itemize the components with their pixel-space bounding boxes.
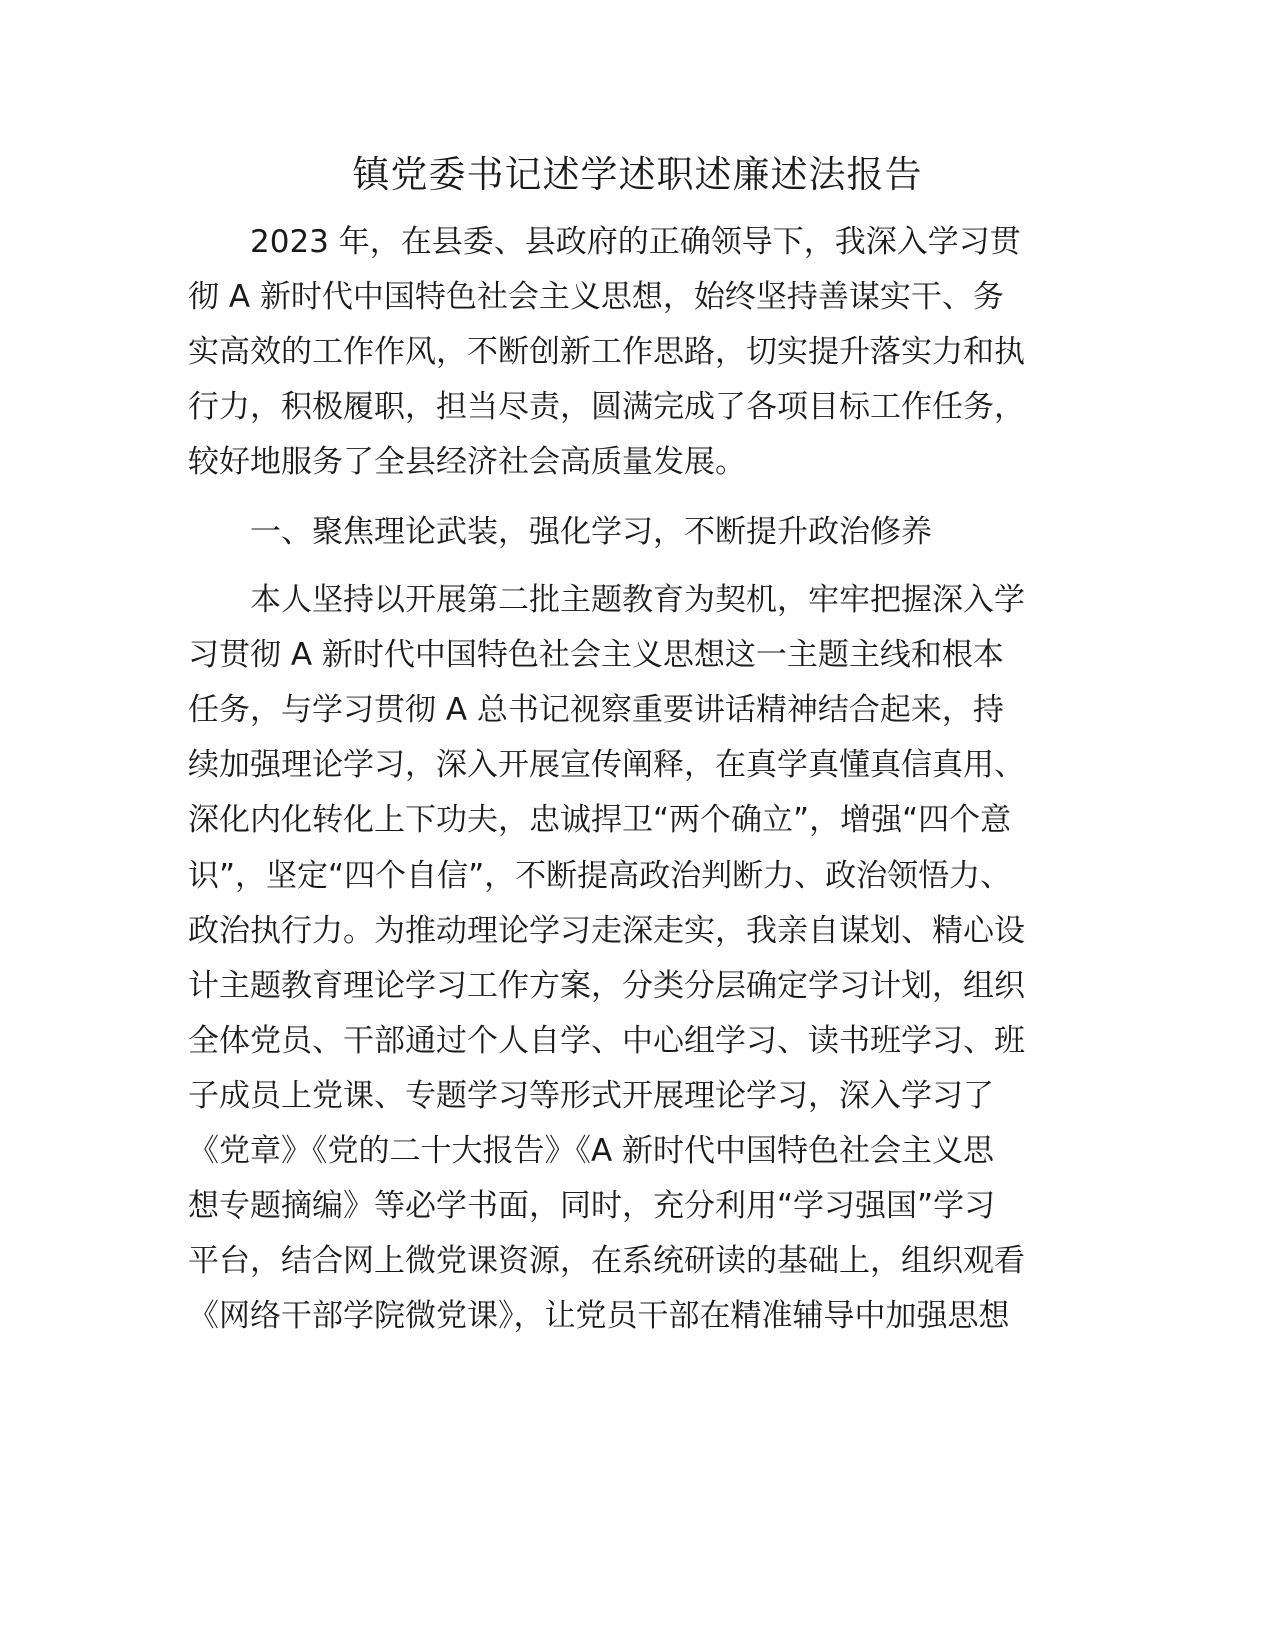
body-line-8: 习贯彻 A 新时代中国特色社会主义思想这一主题主线和根本 [188,637,1004,673]
body-line-15: 全体党员、干部通过个人自学、中心组学习、读书班学习、班 [188,1023,1025,1059]
document-title: 镇党委书记述学述职述廉述法报告 [352,153,923,196]
body-line-17: 《党章》《党的二十大报告》《A 新时代中国特色社会主义思 [188,1133,995,1169]
body-line-1: 2023 年，在县委、县政府的正确领导下，我深入学习贯 [188,224,1021,260]
body-line-3: 实高效的工作作风，不断创新工作思路，切实提升落实力和执 [188,334,1025,370]
body-line-19: 平台，结合网上微党课资源，在系统研读的基础上，组织观看 [188,1243,1025,1279]
body-line-20: 《网络干部学院微党课》，让党员干部在精准辅导中加强思想 [188,1298,1010,1334]
body-line-7: 本人坚持以开展第二批主题教育为契机，牢牢把握深入学 [188,582,1025,618]
body-line-12: 识”，坚定“四个自信”，不断提高政治判断力、政治领悟力、 [188,858,1012,894]
body-line-16: 子成员上党课、专题学习等形式开展理论学习，深入学习了 [188,1078,994,1114]
body-line-10: 续加强理论学习，深入开展宣传阐释，在真学真懂真信真用、 [188,747,1025,783]
body-line-11: 深化内化转化上下功夫，忠诚捍卫“两个确立”，增强“四个意 [188,802,1012,838]
body-line-18: 想专题摘编》等必学书面，同时，充分利用“学习强国”学习 [188,1188,996,1224]
section-heading-1: 一、聚焦理论武装，强化学习，不断提升政治修养 [188,514,932,550]
body-line-2: 彻 A 新时代中国特色社会主义思想，始终坚持善谋实干、务 [188,279,1004,315]
body-line-9: 任务，与学习贯彻 A 总书记视察重要讲话精神结合起来，持 [188,692,1004,728]
body-line-4: 行力，积极履职，担当尽责，圆满完成了各项目标工作任务， [188,389,1025,425]
body-line-14: 计主题教育理论学习工作方案，分类分层确定学习计划，组织 [188,968,1025,1004]
body-line-5: 较好地服务了全县经济社会高质量发展。 [188,444,746,480]
body-line-13: 政治执行力。为推动理论学习走深走实，我亲自谋划、精心设 [188,913,1025,949]
